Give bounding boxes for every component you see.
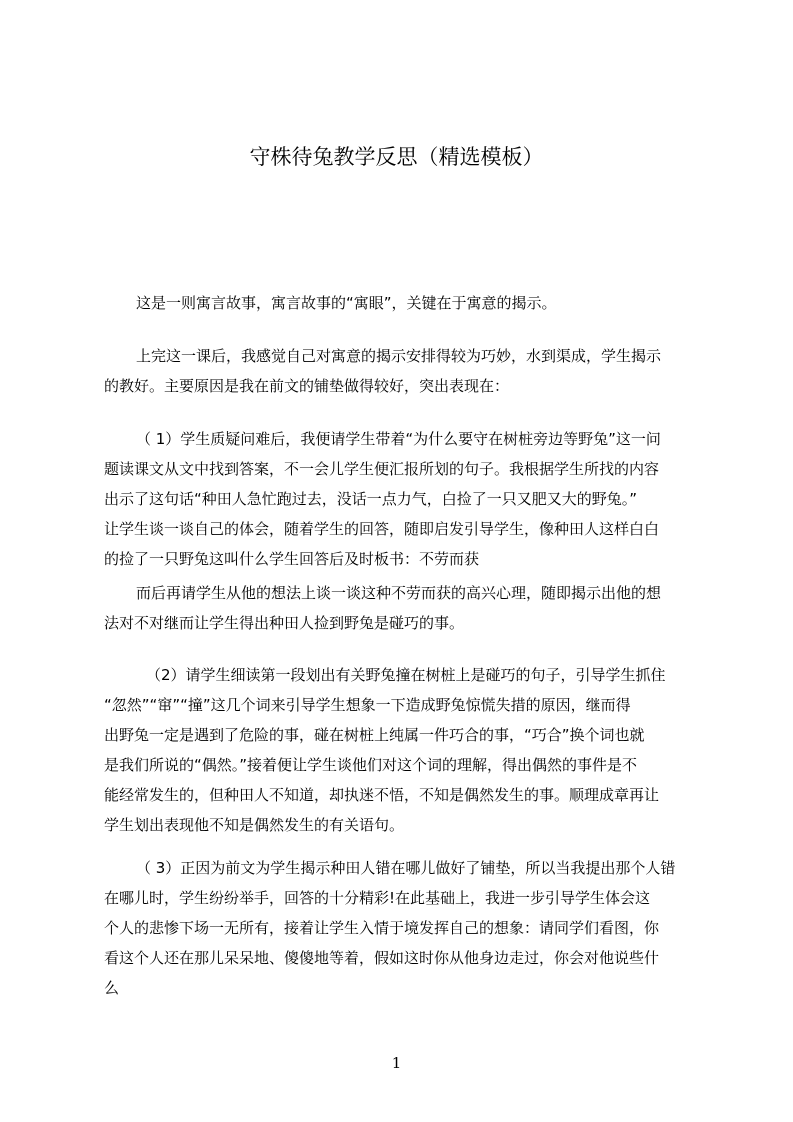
- paragraph-line: 让学生谈一谈自己的体会，随着学生的回答，随即启发引导学生，像种田人这样白白: [104, 520, 660, 538]
- paragraph-line: （ 1）学生质疑问难后，我便请学生带着“为什么要守在树桩旁边等野兔”这一问: [136, 430, 661, 448]
- paragraph-line: 在哪儿时，学生纷纷举手，回答的十分精彩!在此基础上，我进一步引导学生体会这: [104, 889, 651, 907]
- paragraph-line: 学生划出表现他不知是偶然发生的有关语句。: [104, 816, 405, 834]
- paragraph-line: 题读课文从文中找到答案，不一会儿学生便汇报所划的句子。我根据学生所找的内容: [104, 460, 660, 478]
- paragraph: [104, 853, 704, 1003]
- paragraph: [104, 424, 704, 574]
- paragraph-line: 出示了这句话“种田人急忙跑过去，没话一点力气，白捡了一只又肥又大的野兔。”: [104, 490, 638, 508]
- paragraph-line: 看这个人还在那儿呆呆地、傻傻地等着，假如这时你从他身边走过，你会对他说些什: [104, 949, 660, 967]
- paragraph: [104, 288, 704, 318]
- paragraph-line: 么: [104, 979, 120, 997]
- page-title: 守株待兔教学反思（精选模板）: [249, 145, 544, 169]
- paragraph-line: 的教好。主要原因是我在前文的铺垫做得较好，突出表现在：: [104, 377, 510, 395]
- paragraph-line: （ 3）正因为前文为学生揭示种田人错在哪儿做好了铺垫，所以当我提出那个人错: [136, 859, 676, 877]
- paragraph-line: 上完这一课后，我感觉自己对寓意的揭示安排得较为巧妙，水到渠成，学生揭示: [136, 347, 662, 365]
- paragraph-line: 法对不对继而让学生得出种田人捡到野兔是碰巧的事。: [104, 614, 465, 632]
- paragraph-line: 个人的悲惨下场一无所有，接着让学生入情于境发挥自己的想象：请同学们看图，你: [104, 919, 660, 937]
- paragraph: [104, 341, 704, 401]
- paragraph-line: 是我们所说的“偶然。”接着便让学生谈他们对这个词的理解，得出偶然的事件是不: [104, 756, 638, 774]
- paragraph-line: 能经常发生的，但种田人不知道，却执迷不悟，不知是偶然发生的事。顺理成章再让: [104, 786, 660, 804]
- paragraph-line: （2）请学生细读第一段划出有关野兔撞在树桩上是碰巧的句子，引导学生抓住: [146, 666, 666, 684]
- paragraph-line: 出野兔一定是遇到了危险的事，碰在树桩上纯属一件巧合的事，“巧合”换个词也就: [104, 726, 645, 744]
- paragraph-line: 这是一则寓言故事，寓言故事的“寓眼”，关键在于寓意的揭示。: [136, 294, 557, 312]
- paragraph-line: 而后再请学生从他的想法上谈一谈这种不劳而获的高兴心理，随即揭示出他的想: [136, 584, 662, 602]
- paragraph-line: 的捡了一只野兔这叫什么学生回答后及时板书：不劳而获: [104, 550, 480, 568]
- paragraph: [104, 660, 704, 840]
- paragraph-line: “忽然”“窜”“撞”这几个词来引导学生想象一下造成野兔惊慌失措的原因，继而得: [104, 696, 631, 714]
- paragraph: [104, 578, 704, 638]
- page-number: 1: [391, 1054, 402, 1072]
